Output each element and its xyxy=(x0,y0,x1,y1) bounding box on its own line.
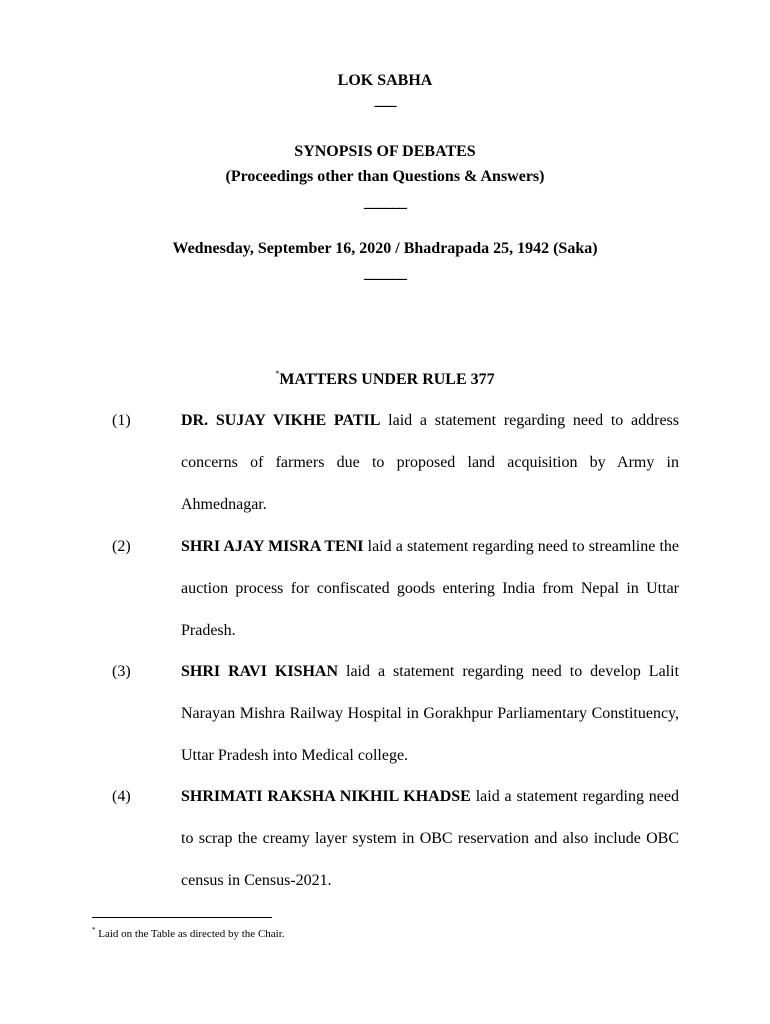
divider-rule: ______ xyxy=(364,194,406,211)
document-subtitle: (Proceedings other than Questions & Answers) xyxy=(225,168,545,185)
list-item xyxy=(181,776,679,902)
footnote-text: Laid on the Table as directed by the Chair. xyxy=(98,928,285,940)
house-title: LOK SABHA xyxy=(337,72,433,89)
footnote-marker: * xyxy=(92,926,96,934)
item-number: (4) xyxy=(112,788,131,805)
footnote-separator xyxy=(92,917,272,918)
item-text: laid a statement regarding need to scrap the creamy layer system in OBC reservation and also include OBC census in Census-2021. xyxy=(181,788,679,889)
member-name: DR. SUJAY VIKHE PATIL xyxy=(181,412,381,429)
member-name: SHRIMATI RAKSHA NIKHIL KHADSE xyxy=(181,788,471,805)
divider-rule: ___ xyxy=(374,92,396,109)
list-item xyxy=(181,526,679,652)
list-item xyxy=(181,400,679,526)
item-text: laid a statement regarding need to develop Lalit Narayan Mishra Railway Hospital in Gorakhpur Parliamentary Constituency, Uttar Pradesh into Medical college. xyxy=(181,663,680,764)
item-number: (3) xyxy=(112,663,131,680)
member-name: SHRI RAVI KISHAN xyxy=(181,663,339,680)
member-name: SHRI AJAY MISRA TENI xyxy=(181,538,364,555)
sitting-date: Wednesday, September 16, 2020 / Bhadrapada 25, 1942 (Saka) xyxy=(172,240,598,257)
list-item xyxy=(181,651,679,777)
section-title: MATTERS UNDER RULE 377 xyxy=(279,371,495,388)
footnote-marker: * xyxy=(275,369,280,378)
item-text: laid a statement regarding need to address concerns of farmers due to proposed land acquisition by Army in Ahmednagar. xyxy=(181,412,680,513)
section-heading xyxy=(0,371,770,389)
divider-rule: ______ xyxy=(364,265,406,282)
item-number: (2) xyxy=(112,538,131,555)
document-title: SYNOPSIS OF DEBATES xyxy=(294,143,476,160)
item-number: (1) xyxy=(112,412,131,429)
footnote xyxy=(92,928,285,940)
item-text: laid a statement regarding need to streamline the auction process for confiscated goods entering India from Nepal in Uttar Pradesh. xyxy=(181,538,680,639)
